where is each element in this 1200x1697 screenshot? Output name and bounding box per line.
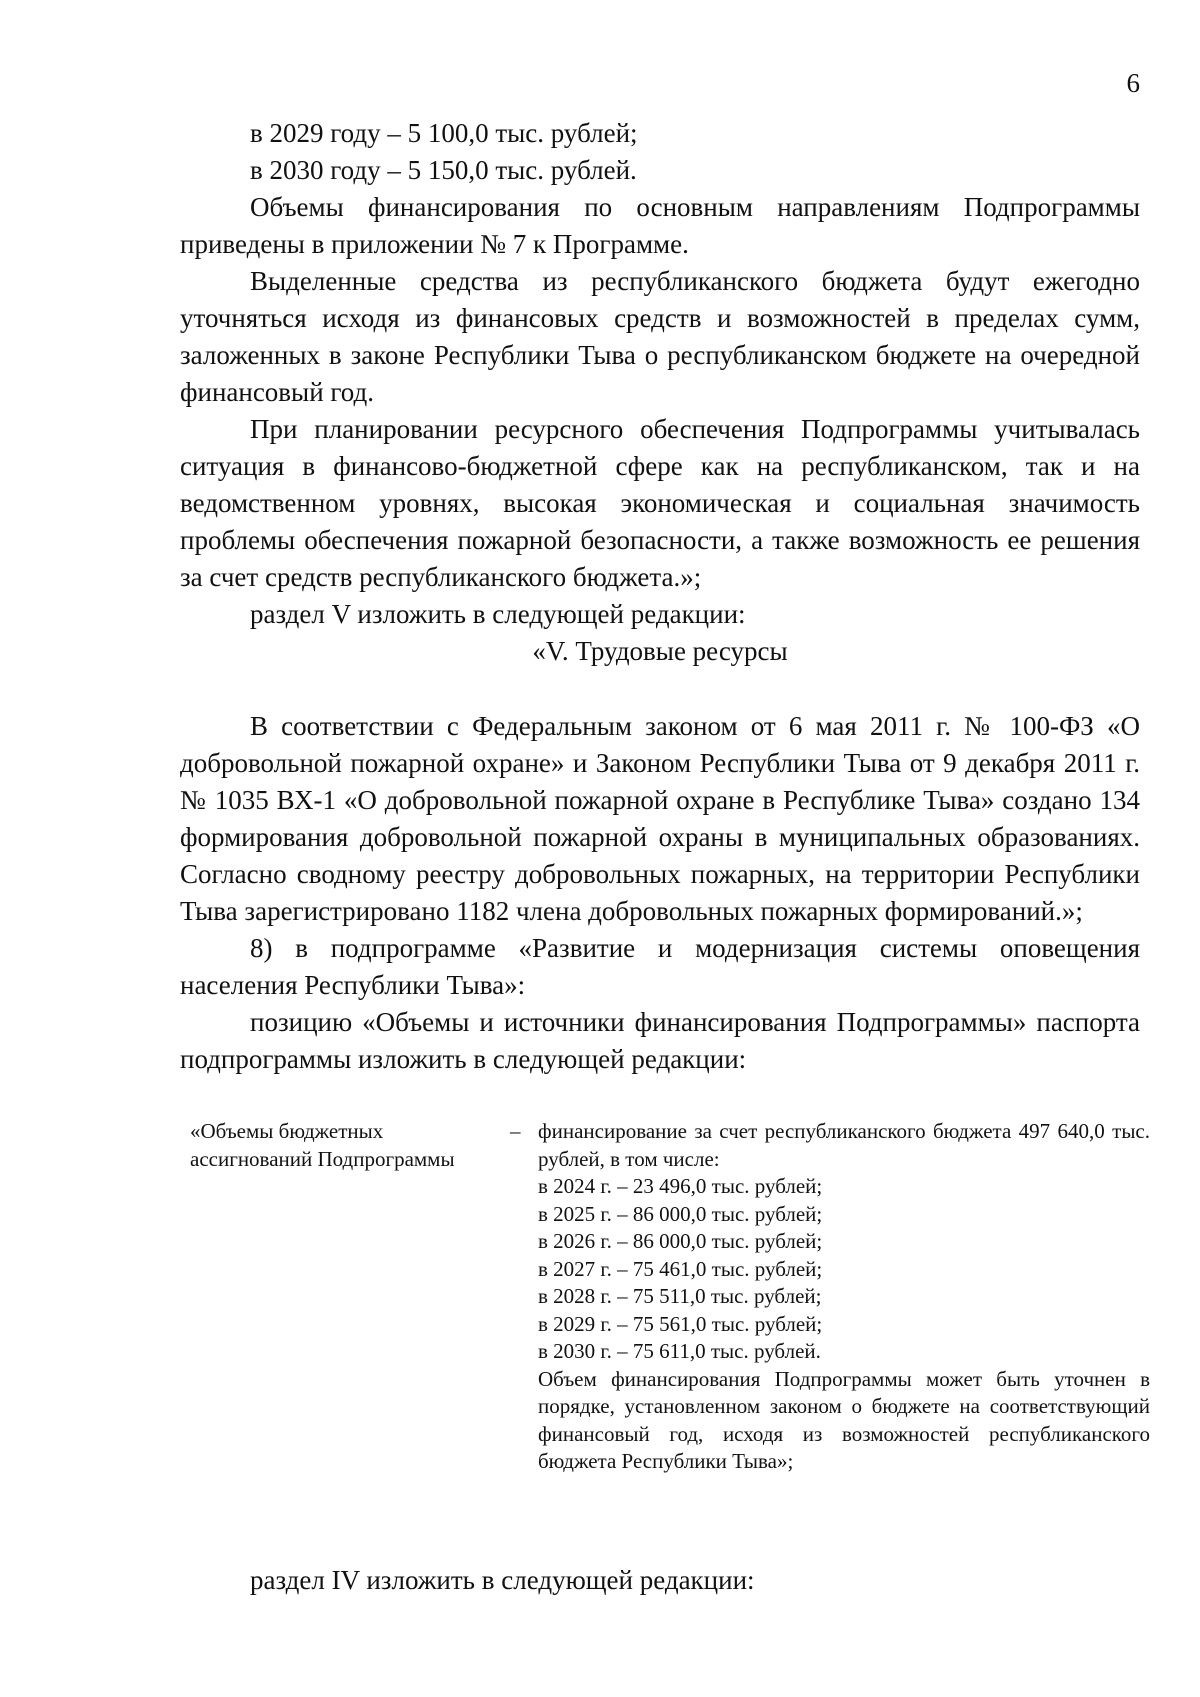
section-v-heading: «V. Трудовые ресурсы: [532, 636, 788, 666]
funding-intro: финансирование за счет республиканского бюджета 497 640,0 тыс. рублей, в том числе:: [538, 1119, 1150, 1171]
paragraph-planning: При планировании ресурсного обеспечения Подпрограммы учитывалась ситуация в финансово-бюджетной сфере как на республиканском, так и на ведомственном уровнях, высокая экономическая и социальная значимость проблемы обеспечения пожарной безопасности, а также возможность ее решения за счет средств республиканского бюджета.»;: [180, 414, 1140, 592]
funding-year-2030: в 2030 г. – 75 611,0 тыс. рублей.: [538, 1339, 821, 1363]
paragraph-item-8: 8) в подпрограмме «Развитие и модернизация системы оповещения населения Республики Тыва»:: [180, 933, 1140, 1000]
spacer: [180, 670, 1140, 708]
funding-year-2024: в 2024 г. – 23 496,0 тыс. рублей;: [538, 1174, 823, 1198]
page-number: 6: [1126, 68, 1140, 98]
funding-table-label: «Объемы бюджетных ассигнований Подпрограммы: [190, 1119, 455, 1171]
funding-year-2026: в 2026 г. – 86 000,0 тыс. рублей;: [538, 1229, 823, 1253]
paragraph-section-v: раздел V изложить в следующей редакции:: [250, 599, 746, 629]
funding-table-values: [538, 1118, 1150, 1476]
paragraph-section-iv: раздел IV изложить в следующей редакции:: [250, 1565, 755, 1595]
funding-table-dash: –: [510, 1119, 521, 1143]
funding-year-2029: в 2029 г. – 75 561,0 тыс. рублей;: [538, 1311, 823, 1336]
funding-year-2027: в 2027 г. – 75 461,0 тыс. рублей;: [538, 1256, 823, 1281]
paragraph-funds: Выделенные средства из республиканского бюджета будут ежегодно уточняться исходя из финансовых средств и возможностей в пределах сумм, заложенных в законе Республики Тыва о республиканском бюджете на очередной финансовый год.: [180, 266, 1140, 407]
funding-year-2028: в 2028 г. – 75 511,0 тыс. рублей;: [538, 1284, 822, 1308]
budget-line-2029: в 2029 году – 5 100,0 тыс. рублей;: [250, 118, 638, 148]
document-tail: [180, 1562, 1140, 1599]
funding-year-2025: в 2025 г. – 86 000,0 тыс. рублей;: [538, 1201, 823, 1226]
document-body: [180, 115, 1140, 1078]
paragraph-labor-resources: В соответствии с Федеральным законом от 6 мая 2011 г. № 100-ФЗ «О добровольной пожарной охране» и Законом Республики Тыва от 9 декабря 2011 г. № 1035 ВХ-1 «О добровольной пожарной охране в Республике Тыва» создано 134 формирования добровольной пожарной охраны в муниципальных образованиях. Согласно сводному реестру добровольных пожарных, на территории Республики Тыва зарегистрировано 1182 члена добровольных пожарных формирований.»;: [180, 711, 1140, 926]
paragraph-volumes: Объемы финансирования по основным направлениям Подпрограммы приведены в приложении № 7 к Программе.: [180, 192, 1140, 259]
funding-note: Объем финансирования Подпрограммы может быть уточнен в порядке, установленном законом о бюджете на соответствующий финансовый год, исходя из возможностей республиканского бюджета Республики Тыва»;: [538, 1366, 1150, 1473]
budget-line-2030: в 2030 году – 5 150,0 тыс. рублей.: [250, 155, 637, 185]
paragraph-position: позицию «Объемы и источники финансирования Подпрограммы» паспорта подпрограммы изложить в следующей редакции:: [180, 1007, 1140, 1074]
